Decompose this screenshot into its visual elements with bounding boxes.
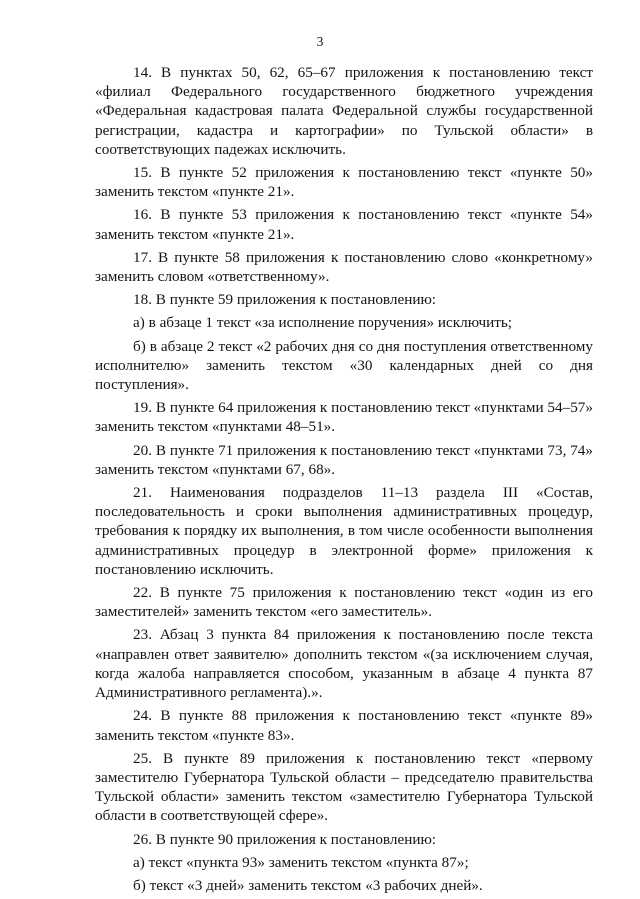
paragraph-26-b: б) текст «3 дней» заменить текстом «3 рабочих дней». xyxy=(133,876,483,894)
paragraph-23: 23. Абзац 3 пункта 84 приложения к постановлению после текста «направлен ответ заявителю» дополнить текстом «(за исключением случая, когда жалоба направляется способом, указанным в абзаце 4 пункта 87 Административного регламента).». xyxy=(95,626,593,702)
paragraph-17: 17. В пункте 58 приложения к постановлению слово «конкретному» заменить словом «ответственному». xyxy=(95,248,593,286)
paragraph-22: 22. В пункте 75 приложения к постановлению текст «один из его заместителей» заменить текстом «его заместитель». xyxy=(95,584,593,621)
paragraph-24: 24. В пункте 88 приложения к постановлению текст «пункте 89» заменить текстом «пункте 83». xyxy=(95,707,593,744)
paragraph-25: 25. В пункте 89 приложения к постановлению текст «первому заместителю Губернатора Тульской области – председателю правительства Тульской области» заменить текстом «заместителю Губернатора Тульской области в соответствующей сфере». xyxy=(95,749,593,825)
paragraph-20: 20. В пункте 71 приложения к постановлению текст «пунктами 73, 74» заменить текстом «пунктами 67, 68». xyxy=(95,441,593,478)
paragraph-18: 18. В пункте 59 приложения к постановлению: xyxy=(133,291,437,309)
paragraph-19: 19. В пункте 64 приложения к постановлению текст «пунктами 54–57» заменить текстом «пунктами 48–51». xyxy=(95,399,593,436)
document-body xyxy=(95,63,593,899)
paragraph-26: 26. В пункте 90 приложения к постановлению: xyxy=(133,830,437,848)
paragraph-18-a: а) в абзаце 1 текст «за исполнение поручения» исключить; xyxy=(133,314,513,332)
paragraph-26-a: а) текст «пункта 93» заменить текстом «пункта 87»; xyxy=(133,853,469,871)
paragraph-14: 14. В пунктах 50, 62, 65–67 приложения к постановлению текст «филиал Федерального государственного бюджетного учреждения «Федеральная кадастровая палата Федеральной службы государственной регистрации, кадастра и картографии» по Тульской области» в соответствующих падежах исключить. xyxy=(95,64,593,158)
paragraph-15: 15. В пункте 52 приложения к постановлению текст «пункте 50» заменить текстом «пункте 21». xyxy=(95,164,593,201)
paragraph-21: 21. Наименования подразделов 11–13 раздела III «Состав, последовательность и сроки выполнения административных процедур, требования к порядку их выполнения, в том числе особенности выполнения административных процедур в электронной форме» приложения к постановлению исключить. xyxy=(95,484,593,578)
page-number: 3 xyxy=(316,34,324,49)
paragraph-16: 16. В пункте 53 приложения к постановлению текст «пункте 54» заменить текстом «пункте 21». xyxy=(95,206,593,243)
paragraph-18-b: б) в абзаце 2 текст «2 рабочих дня со дня поступления ответственному исполнителю» заменить текстом «30 календарных дней со дня поступления». xyxy=(95,337,593,394)
